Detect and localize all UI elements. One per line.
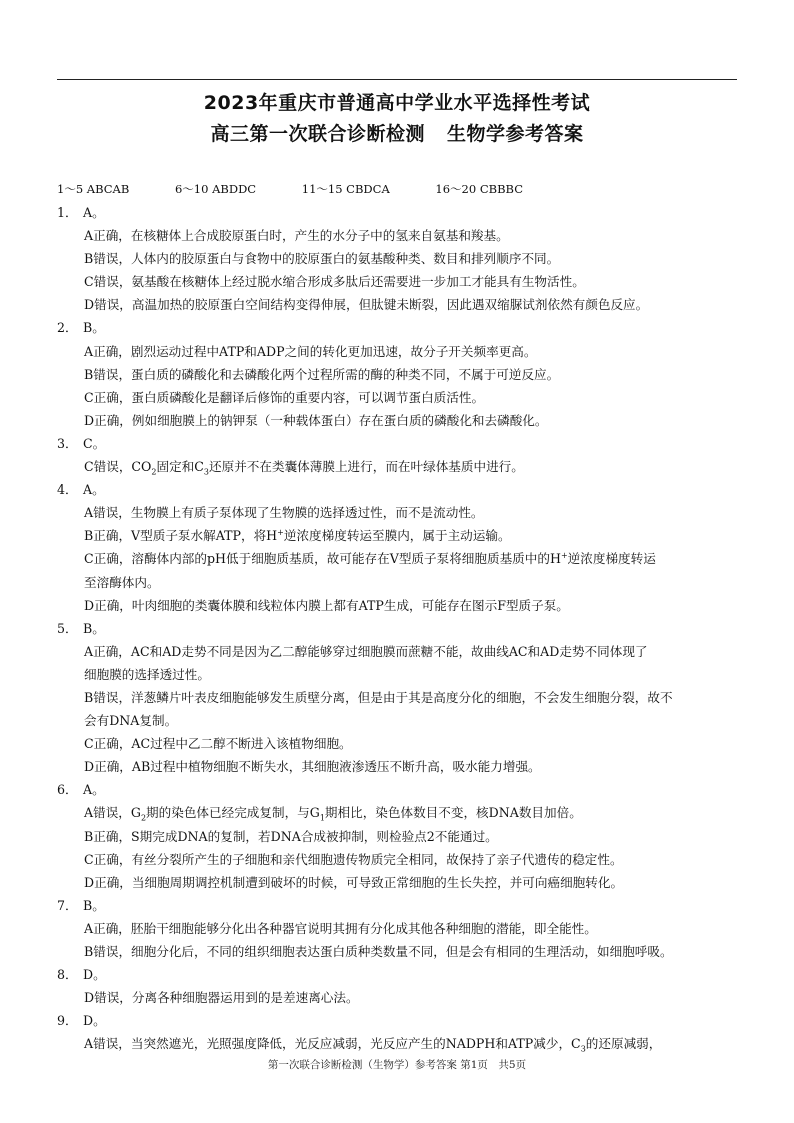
superscript: + xyxy=(560,551,568,561)
page-subtitle xyxy=(0,119,794,146)
text-segment: 期的染色体已经完成复制，与G xyxy=(146,805,320,821)
explanation-line: A正确，剧烈运动过程中ATP和ADP之间的转化更加迅速，故分子开关频率更高。 xyxy=(84,343,537,359)
question-9-header xyxy=(57,1009,740,1032)
explanation-line-continued: 至溶酶体内。 xyxy=(84,574,160,590)
text-segment: 还原并不在类囊体薄膜上进行，而在叶绿体基质中进行。 xyxy=(209,459,524,475)
question-number: 8． xyxy=(57,967,78,983)
explanation-line: B错误，洋葱鳞片叶表皮细胞能够发生质壁分离，但是由于其是高度分化的细胞，不会发生细胞分裂，故不 xyxy=(84,689,673,705)
explanation-line: C正确，蛋白质磷酸化是翻译后修饰的重要内容，可以调节蛋白质活性。 xyxy=(84,389,485,405)
text-segment: B正确，V型质子泵水解ATP，将H xyxy=(84,528,278,544)
question-4-header xyxy=(57,478,740,501)
answer-key-1: 1～5 ABCAB xyxy=(57,182,130,196)
answer-key-3: 11～15 CBDCA xyxy=(301,182,390,196)
explanation-line: B错误，蛋白质的磷酸化和去磷酸化两个过程所需的酶的种类不同，不属于可逆反应。 xyxy=(84,366,560,382)
explanation-line: A正确，AC和AD走势不同是因为乙二醇能够穿过细胞膜而蔗糖不能，故曲线AC和AD走势不同体现了 xyxy=(84,643,648,659)
subscript: 2 xyxy=(140,813,147,823)
text-segment: 固定和C xyxy=(156,459,204,475)
text-segment: C错误，CO xyxy=(84,459,152,475)
text-segment: C正确，溶酶体内部的pH低于细胞质基质，故可能存在V型质子泵将细胞质基质中的H xyxy=(84,551,561,567)
text-segment: A错误，当突然遮光，光照强度降低，光反应减弱，光反应产生的NADPH和ATP减少，C xyxy=(84,1036,581,1052)
answer-key xyxy=(57,181,565,197)
answer-explanations xyxy=(57,201,740,1055)
explanation-line xyxy=(57,455,740,478)
explanation-line: D正确，AB过程中植物细胞不断失水，其细胞液渗透压不断升高，吸水能力增强。 xyxy=(84,759,541,775)
explanation-line: D正确，例如细胞膜上的钠钾泵（一种载体蛋白）存在蛋白质的磷酸化和去磷酸化。 xyxy=(84,412,548,428)
text-segment: A错误，G xyxy=(84,805,141,821)
explanation-line: A错误，生物膜上有质子泵体现了生物膜的选择透过性，而不是流动性。 xyxy=(84,505,484,521)
question-number: 1． xyxy=(57,205,78,220)
subscript: 1 xyxy=(319,813,325,823)
text-segment: 逆浓度梯度转运 xyxy=(567,551,656,567)
question-number: 5． xyxy=(57,620,78,636)
question-answer: C。 xyxy=(83,435,106,451)
question-answer: D。 xyxy=(83,967,106,983)
explanation-line: C错误，氨基酸在核糖体上经过脱水缩合形成多肽后还需要进一步加工才能具有生物活性。 xyxy=(84,274,585,290)
question-number: 2． xyxy=(57,320,78,336)
question-number: 4． xyxy=(57,482,78,498)
explanation-line: C正确，AC过程中乙二醇不断进入该植物细胞。 xyxy=(84,736,352,752)
subtitle-subject: 生物学参考答案 xyxy=(447,123,584,145)
explanation-line: D正确，叶肉细胞的类囊体膜和线粒体内膜上都有ATP生成，可能存在图示F型质子泵。 xyxy=(84,597,569,613)
question-number: 3． xyxy=(57,435,78,451)
explanation-line-continued: 细胞膜的选择透过性。 xyxy=(84,666,210,682)
question-number: 6． xyxy=(57,782,78,798)
explanation-line: C正确，有丝分裂所产生的子细胞和亲代细胞遗传物质完全相同，故保持了亲子代遗传的稳定性。 xyxy=(84,851,623,867)
explanation-line xyxy=(57,1032,740,1055)
superscript: + xyxy=(277,528,284,538)
question-8-header xyxy=(57,963,740,986)
explanation-line: D错误，高温加热的胶原蛋白空间结构变得伸展，但肽键未断裂，因此遇双缩脲试剂依然有颜色反应。 xyxy=(84,297,649,313)
subscript: 3 xyxy=(580,1044,586,1054)
text-segment: 逆浓度梯度转运至膜内，属于主动运输。 xyxy=(283,528,511,544)
question-answer: A。 xyxy=(83,205,105,220)
question-5-header xyxy=(57,617,740,640)
question-2-header xyxy=(57,316,740,339)
question-3-header xyxy=(57,432,740,455)
text-segment: 的还原减弱， xyxy=(585,1036,662,1052)
explanation-line: D错误，分离各种细胞器运用到的是差速离心法。 xyxy=(84,990,359,1006)
explanation-line xyxy=(57,524,740,547)
question-answer: B。 xyxy=(83,620,105,636)
explanation-line xyxy=(57,547,740,570)
question-answer: A。 xyxy=(83,482,105,498)
question-answer: D。 xyxy=(83,1013,106,1029)
question-answer: A。 xyxy=(83,782,105,798)
question-7-header xyxy=(57,894,740,917)
explanation-line: B错误，细胞分化后，不同的组织细胞表达蛋白质种类数量不同，但是会有相同的生理活动，如细胞呼吸。 xyxy=(84,944,673,959)
text-segment: 期相比，染色体数目不变，核DNA数目加倍。 xyxy=(324,805,582,821)
subscript: 3 xyxy=(203,467,209,477)
question-number: 9． xyxy=(57,1013,78,1029)
explanation-line xyxy=(57,801,740,824)
top-rule xyxy=(57,79,737,80)
explanation-line: A正确，胚胎干细胞能够分化出各种器官说明其拥有分化成其他各种细胞的潜能，即全能性。 xyxy=(84,920,597,936)
answer-key-4: 16～20 CBBBC xyxy=(435,182,523,196)
explanation-line: A正确，在核糖体上合成胶原蛋白时，产生的水分子中的氢来自氨基和羧基。 xyxy=(84,228,509,244)
answer-key-2: 6～10 ABDDC xyxy=(174,182,257,196)
question-answer: B。 xyxy=(83,320,105,336)
page-footer: 第一次联合诊断检测（生物学）参考答案 第1页 共5页 xyxy=(267,1059,527,1071)
subtitle-exam: 高三第一次联合诊断检测 xyxy=(210,123,425,145)
explanation-line: B错误，人体内的胶原蛋白与食物中的胶原蛋白的氨基酸种类、数目和排列顺序不同。 xyxy=(84,251,560,267)
question-answer: B。 xyxy=(83,897,105,913)
question-1-header xyxy=(57,201,740,224)
explanation-line-continued: 会有DNA复制。 xyxy=(84,713,178,729)
page-title: 2023年重庆市普通高中学业水平选择性考试 xyxy=(203,92,591,114)
question-6-header xyxy=(57,778,740,801)
question-number: 7． xyxy=(57,897,78,913)
explanation-line: B正确，S期完成DNA的复制，若DNA合成被抑制，则检验点2不能通过。 xyxy=(84,828,498,844)
subscript: 2 xyxy=(151,467,157,477)
explanation-line: D正确，当细胞周期调控机制遭到破坏的时候，可导致正常细胞的生长失控，并可向癌细胞转化。 xyxy=(84,874,624,890)
